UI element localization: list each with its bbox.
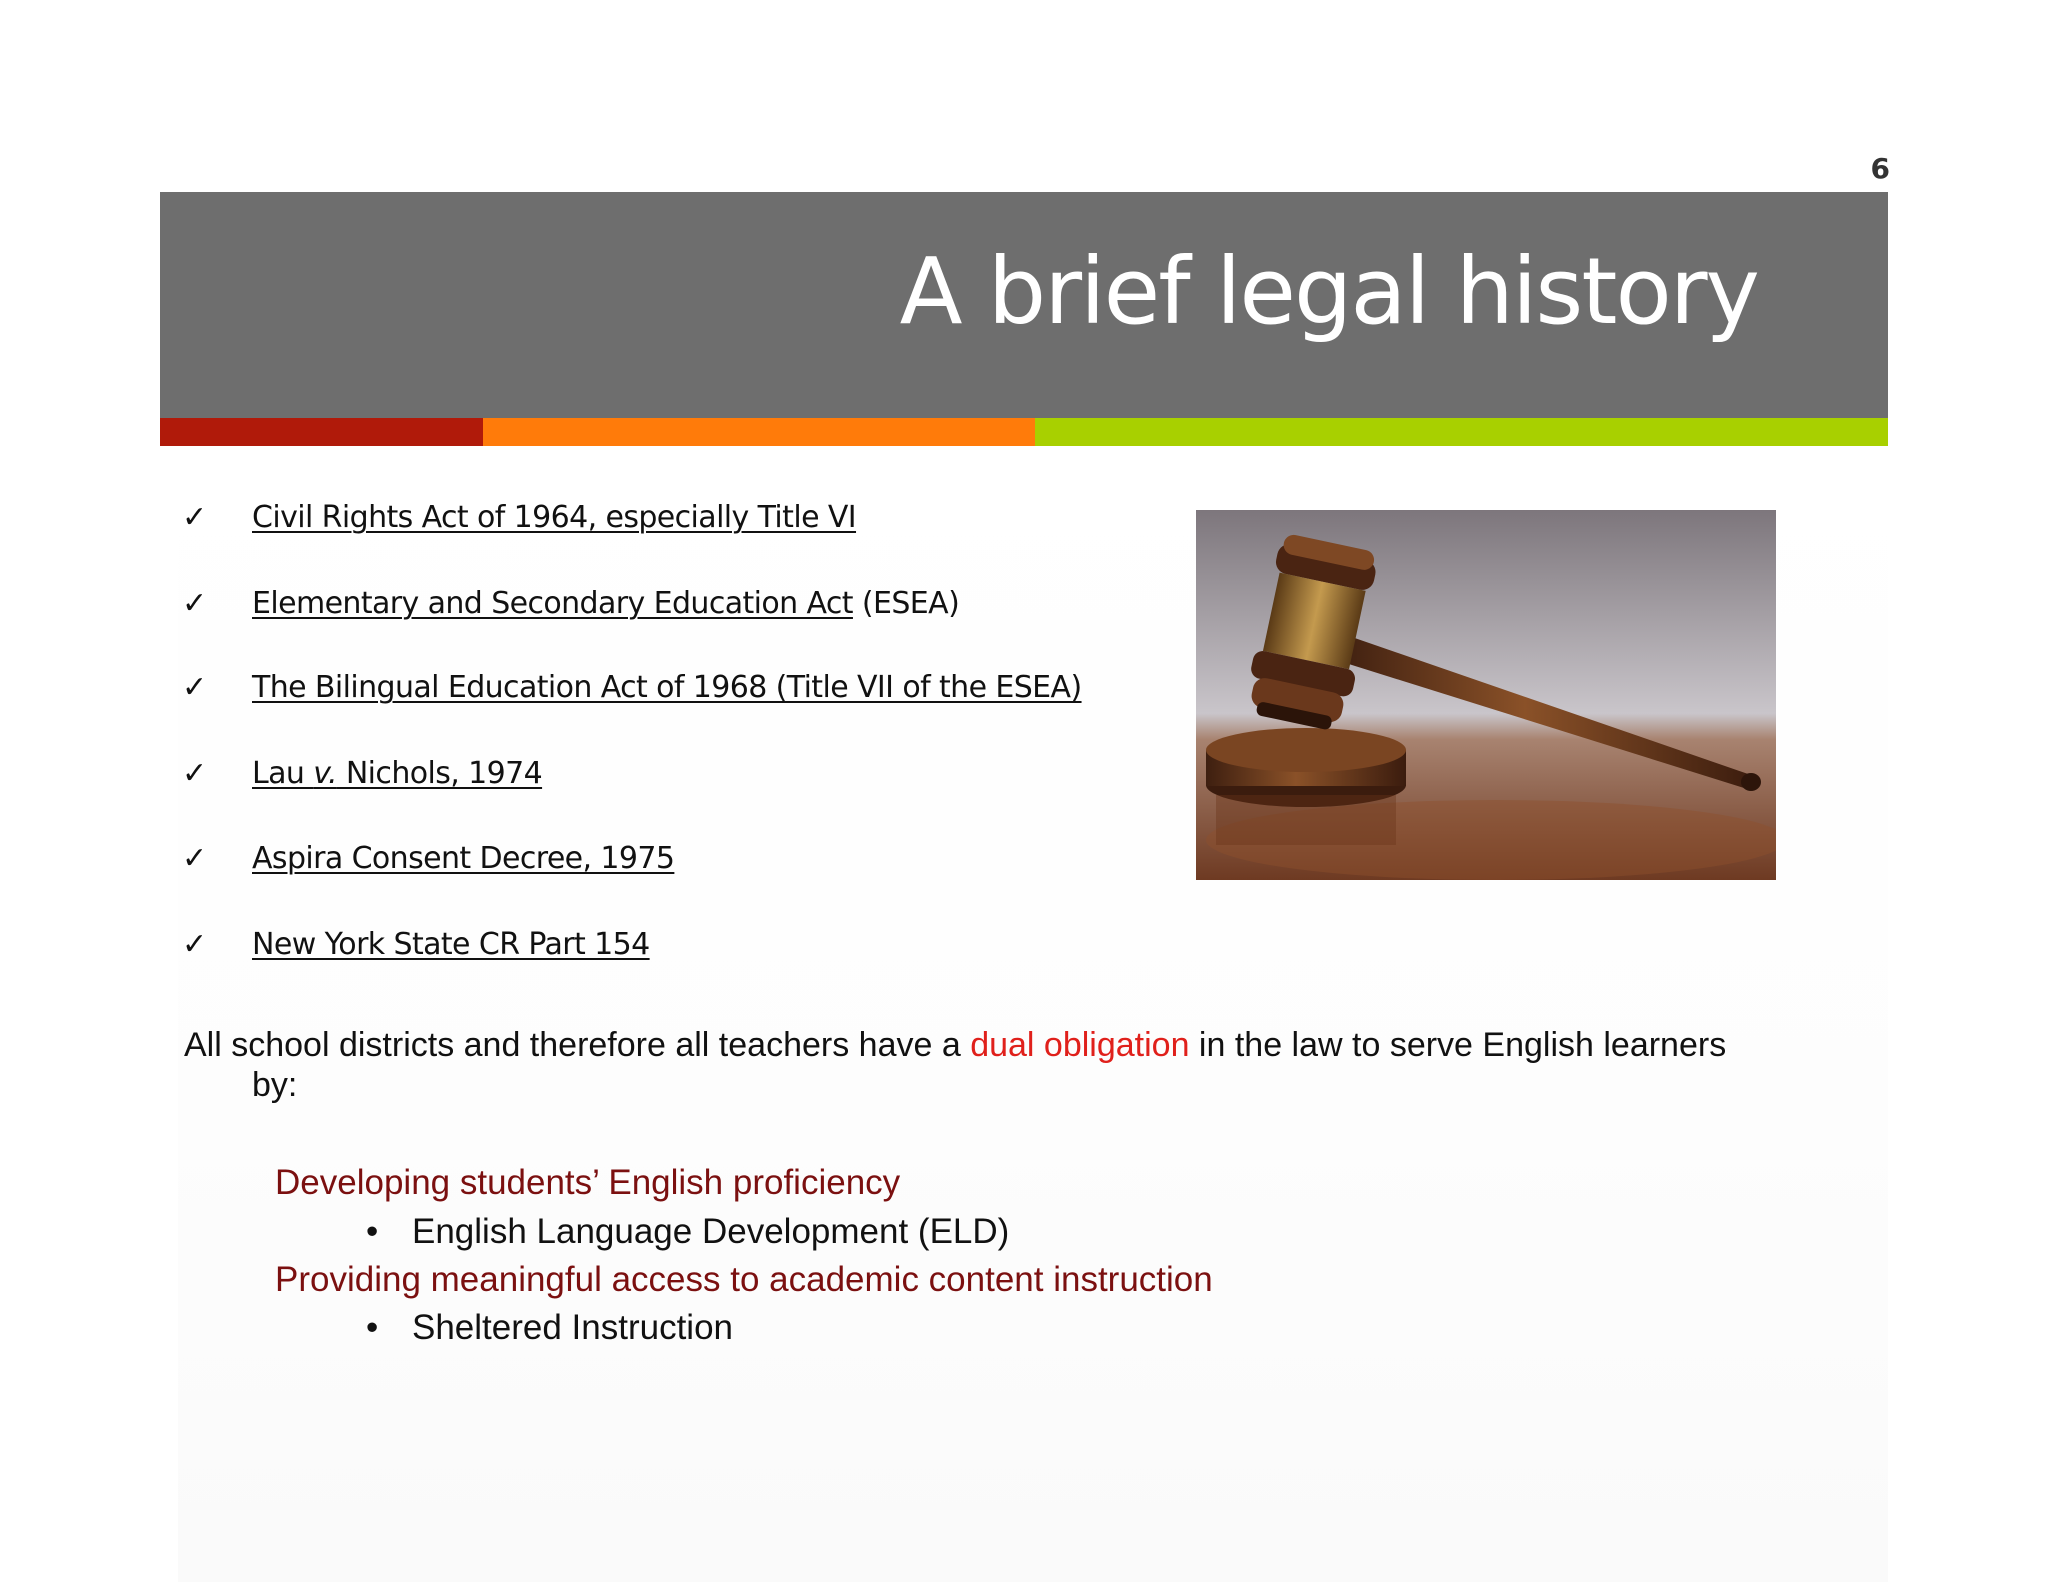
obligation-continuation: by: [252, 1066, 298, 1104]
checkmark-icon: ✓ [182, 670, 208, 705]
bullet-icon: • [366, 1212, 379, 1251]
page-number: 6 [1870, 152, 1890, 185]
lau-v-nichols-link[interactable]: Lau v. Nichols, 1974 [252, 756, 543, 791]
nys-cr-part-154-link[interactable]: New York State CR Part 154 [252, 927, 650, 962]
accent-stripe-red [160, 418, 483, 446]
esea-link[interactable]: Elementary and Secondary Education Act [252, 586, 853, 621]
aspira-consent-decree-link[interactable]: Aspira Consent Decree, 1975 [252, 841, 675, 876]
esea-abbrev: (ESEA) [852, 586, 960, 621]
civil-rights-act-link[interactable]: Civil Rights Act of 1964, especially Title VI [252, 500, 857, 535]
checkmark-icon: ✓ [182, 500, 208, 535]
obligation-statement: All school districts and therefore all teachers have a dual obligation in the law to serve English learners [184, 1026, 1727, 1064]
checkmark-icon: ✓ [182, 756, 208, 791]
checkmark-icon: ✓ [182, 586, 208, 621]
gavel-photo [1196, 510, 1776, 880]
bullet-icon: • [366, 1308, 379, 1347]
goal-content-access: Providing meaningful access to academic content instruction [275, 1260, 1213, 1299]
slide-title: A brief legal history [899, 238, 1758, 345]
method-sheltered-instruction: • Sheltered Instruction [366, 1308, 734, 1347]
accent-stripe-green [1035, 418, 1888, 446]
accent-stripe-orange [483, 418, 1035, 446]
bilingual-education-act-link[interactable]: The Bilingual Education Act of 1968 (Title VII of the ESEA) [252, 670, 1082, 705]
dual-obligation-highlight: dual obligation [970, 1026, 1190, 1064]
goal-english-proficiency: Developing students’ English proficiency [275, 1163, 901, 1202]
checkmark-icon: ✓ [182, 927, 208, 962]
checkmark-icon: ✓ [182, 841, 208, 876]
title-bar [160, 192, 1888, 418]
method-eld: • English Language Development (ELD) [366, 1212, 1010, 1251]
